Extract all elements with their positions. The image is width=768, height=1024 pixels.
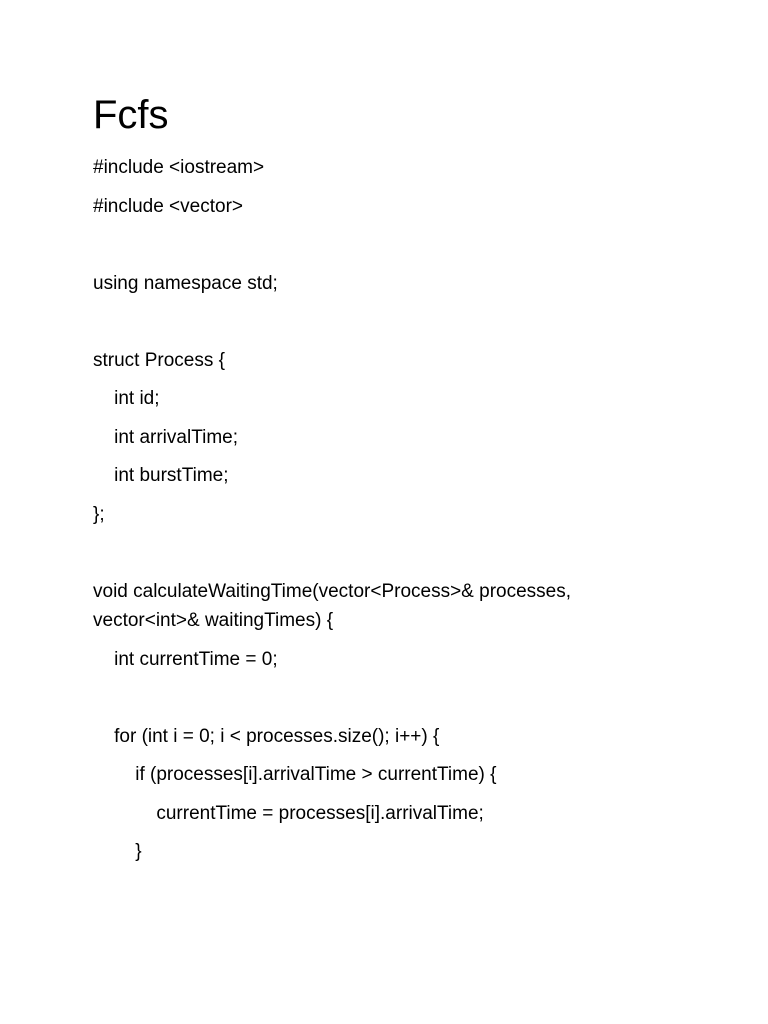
code-line-function-signature-cont: vector<int>& waitingTimes) { [93,610,334,631]
code-line-for-loop: for (int i = 0; i < processes.size(); i++) { [93,726,440,747]
code-line-current-time-init: int currentTime = 0; [93,649,278,670]
code-line-include-vector: #include <vector> [93,196,243,217]
code-line-using-namespace: using namespace std; [93,273,278,294]
code-line-if-close: } [93,841,142,862]
code-line-include-iostream: #include <iostream> [93,157,265,178]
code-line-if-condition: if (processes[i].arrivalTime > currentTime) { [93,764,497,785]
code-line-int-id: int id; [93,388,160,409]
document-title: Fcfs [93,93,169,137]
code-line-function-signature: void calculateWaitingTime(vector<Process>& processes, [93,581,572,602]
code-line-struct-close: }; [93,504,105,525]
code-line-struct-process: struct Process { [93,350,225,371]
code-line-int-arrivaltime: int arrivalTime; [93,427,238,448]
code-line-int-bursttime: int burstTime; [93,465,229,486]
code-line-assign-current-time: currentTime = processes[i].arrivalTime; [93,803,484,824]
